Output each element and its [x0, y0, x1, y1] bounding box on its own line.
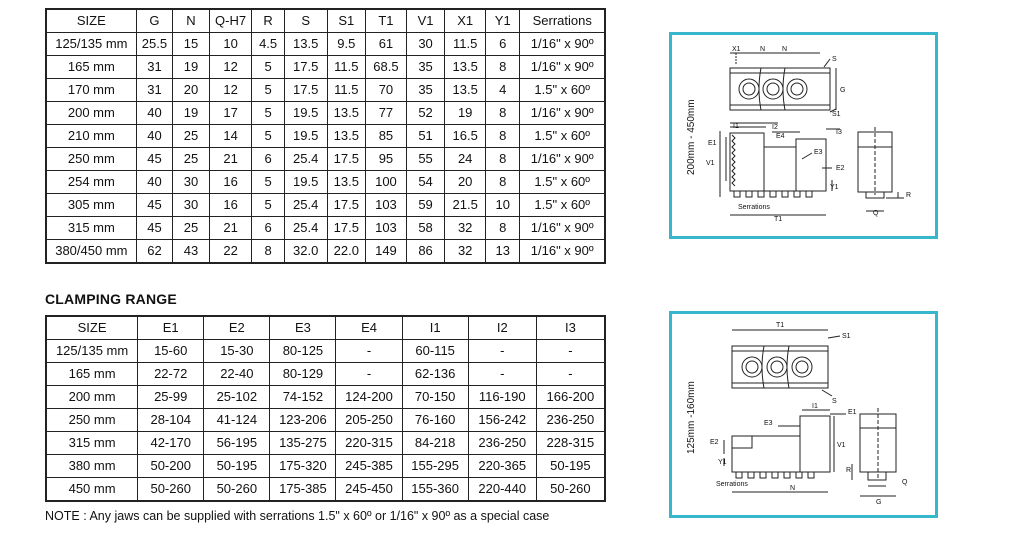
table-cell: -: [336, 340, 402, 363]
table-cell: 103: [366, 217, 407, 240]
table-cell: 450 mm: [46, 478, 138, 502]
table-cell: 5: [252, 125, 284, 148]
table-row: [46, 386, 605, 409]
table-cell: 17.5: [284, 79, 327, 102]
table-cell: 220-440: [468, 478, 536, 502]
dimension-label-n1: N: [760, 46, 766, 53]
table-cell: 45: [136, 217, 173, 240]
table-cell: 56-195: [204, 432, 270, 455]
table-cell: 31: [136, 56, 173, 79]
table-row: [46, 171, 605, 194]
table-cell: 156-242: [468, 409, 536, 432]
table-row: [46, 217, 605, 240]
table-cell: 22-72: [138, 363, 204, 386]
table-cell: 1.5" x 60º: [520, 79, 605, 102]
table-cell: 25-99: [138, 386, 204, 409]
table-cell: 25: [173, 125, 210, 148]
table-cell: 42-170: [138, 432, 204, 455]
table-cell: -: [536, 363, 605, 386]
table-cell: 13.5: [445, 56, 486, 79]
column-header: I3: [536, 316, 605, 340]
table-cell: 50-260: [536, 478, 605, 502]
table-row: [46, 340, 605, 363]
table-cell: 1/16" x 90º: [520, 33, 605, 56]
table-cell: 13: [486, 240, 520, 264]
table-cell: 8: [252, 240, 284, 264]
table-cell: 40: [136, 171, 173, 194]
table-cell: 17.5: [284, 56, 327, 79]
table-cell: 210 mm: [46, 125, 136, 148]
table-cell: 155-295: [402, 455, 468, 478]
table-cell: 19: [173, 102, 210, 125]
table-cell: -: [468, 340, 536, 363]
column-header: T1: [366, 9, 407, 33]
table-cell: 10: [486, 194, 520, 217]
column-header: N: [173, 9, 210, 33]
dimension-label-t1: T1: [774, 216, 783, 223]
table-cell: 95: [366, 148, 407, 171]
table-row: [46, 455, 605, 478]
dimensions-header-row: [46, 9, 605, 33]
table-cell: 155-360: [402, 478, 468, 502]
table-cell: 58: [406, 217, 445, 240]
table-cell: 13.5: [327, 125, 366, 148]
table-cell: 21: [209, 148, 252, 171]
dimension-label-e1: E1: [848, 409, 857, 416]
table-cell: 61: [366, 33, 407, 56]
dimension-label-serrations: Serrations: [738, 204, 770, 211]
table-cell: 51: [406, 125, 445, 148]
table-cell: 80-125: [270, 340, 336, 363]
table-cell: 4: [486, 79, 520, 102]
table-cell: 305 mm: [46, 194, 136, 217]
table-cell: 1/16" x 90º: [520, 148, 605, 171]
table-cell: 250 mm: [46, 409, 138, 432]
dimension-label-q: Q: [873, 210, 879, 217]
note-text: NOTE : Any jaws can be supplied with serrations 1.5" x 60º or 1/16" x 90º as a special case: [45, 509, 550, 523]
dimension-label-i1: I1: [733, 123, 739, 130]
table-cell: 30: [173, 194, 210, 217]
table-cell: 12: [209, 79, 252, 102]
table-cell: 68.5: [366, 56, 407, 79]
table-cell: 62: [136, 240, 173, 264]
table-cell: 1/16" x 90º: [520, 240, 605, 264]
table-cell: 17: [209, 102, 252, 125]
table-row: [46, 33, 605, 56]
table-cell: 13.5: [284, 33, 327, 56]
table-cell: 16: [209, 171, 252, 194]
table-cell: 11.5: [445, 33, 486, 56]
column-header: S1: [327, 9, 366, 33]
jaw-diagram-large: [669, 32, 938, 239]
table-cell: 43: [173, 240, 210, 264]
dimension-label-e1: E1: [708, 140, 717, 147]
dimension-label-e4: E4: [776, 133, 785, 140]
dimension-label-serrations: Serrations: [716, 481, 748, 488]
table-cell: 103: [366, 194, 407, 217]
table-cell: 236-250: [536, 409, 605, 432]
dimension-label-v1: V1: [837, 442, 846, 449]
column-header: Serrations: [520, 9, 605, 33]
table-cell: 22: [209, 240, 252, 264]
table-cell: 135-275: [270, 432, 336, 455]
table-cell: 13.5: [445, 79, 486, 102]
table-cell: 30: [173, 171, 210, 194]
table-cell: 19.5: [284, 102, 327, 125]
table-cell: 28-104: [138, 409, 204, 432]
table-cell: 16: [209, 194, 252, 217]
table-cell: 21: [209, 217, 252, 240]
table-cell: 17.5: [327, 148, 366, 171]
table-cell: 5: [252, 79, 284, 102]
table-cell: 50-260: [138, 478, 204, 502]
table-cell: 54: [406, 171, 445, 194]
table-cell: 5: [252, 194, 284, 217]
table-cell: 77: [366, 102, 407, 125]
table-cell: -: [468, 363, 536, 386]
table-cell: 254 mm: [46, 171, 136, 194]
table-cell: 8: [486, 102, 520, 125]
table-cell: 228-315: [536, 432, 605, 455]
dimension-label-n2: N: [782, 46, 788, 53]
column-header: X1: [445, 9, 486, 33]
table-cell: 32.0: [284, 240, 327, 264]
column-header: E1: [138, 316, 204, 340]
table-cell: 74-152: [270, 386, 336, 409]
table-cell: 13.5: [327, 102, 366, 125]
table-cell: 25: [173, 217, 210, 240]
table-row: [46, 240, 605, 264]
table-cell: 40: [136, 102, 173, 125]
table-row: [46, 432, 605, 455]
column-header: S: [284, 9, 327, 33]
size-range-label: 200mm - 450mm: [686, 99, 697, 175]
table-cell: 25-102: [204, 386, 270, 409]
size-range-label: 125mm -160mm: [686, 381, 697, 454]
jaw-drawing-large: [672, 35, 935, 236]
table-cell: 25.5: [136, 33, 173, 56]
table-row: [46, 79, 605, 102]
table-cell: 52: [406, 102, 445, 125]
table-cell: 14: [209, 125, 252, 148]
table-cell: 166-200: [536, 386, 605, 409]
table-cell: 380 mm: [46, 455, 138, 478]
table-cell: 50-200: [138, 455, 204, 478]
dimension-label-i3: I3: [836, 129, 842, 136]
table-row: [46, 478, 605, 502]
table-cell: 165 mm: [46, 363, 138, 386]
table-cell: 1/16" x 90º: [520, 56, 605, 79]
table-cell: 19.5: [284, 171, 327, 194]
dimension-label-t1: T1: [776, 322, 785, 329]
table-cell: 175-320: [270, 455, 336, 478]
table-cell: 175-385: [270, 478, 336, 502]
table-cell: 100: [366, 171, 407, 194]
table-cell: 8: [486, 171, 520, 194]
table-cell: 20: [173, 79, 210, 102]
table-cell: 1.5" x 60º: [520, 171, 605, 194]
table-cell: 41-124: [204, 409, 270, 432]
table-cell: 50-260: [204, 478, 270, 502]
dimension-label-e3: E3: [764, 420, 773, 427]
table-cell: 22.0: [327, 240, 366, 264]
table-cell: 70-150: [402, 386, 468, 409]
dimension-label-g: G: [876, 499, 882, 506]
table-cell: 86: [406, 240, 445, 264]
table-cell: 5: [252, 171, 284, 194]
column-header: E3: [270, 316, 336, 340]
column-header: R: [252, 9, 284, 33]
table-cell: 245-385: [336, 455, 402, 478]
dimension-label-v1: V1: [706, 160, 715, 167]
table-cell: 1.5" x 60º: [520, 194, 605, 217]
dimension-label-r: R: [846, 467, 852, 474]
table-cell: 200 mm: [46, 386, 138, 409]
jaw-diagram-small: [669, 311, 938, 518]
table-cell: 24: [445, 148, 486, 171]
table-cell: -: [536, 340, 605, 363]
column-header: E4: [336, 316, 402, 340]
table-cell: 149: [366, 240, 407, 264]
column-header: Y1: [486, 9, 520, 33]
table-cell: 22-40: [204, 363, 270, 386]
table-cell: 84-218: [402, 432, 468, 455]
table-cell: 60-115: [402, 340, 468, 363]
column-header: SIZE: [46, 9, 136, 33]
table-cell: 76-160: [402, 409, 468, 432]
table-cell: 10: [209, 33, 252, 56]
table-cell: 15: [173, 33, 210, 56]
table-cell: 35: [406, 56, 445, 79]
table-cell: 116-190: [468, 386, 536, 409]
column-header: I2: [468, 316, 536, 340]
table-cell: 15-30: [204, 340, 270, 363]
table-row: [46, 56, 605, 79]
table-cell: 123-206: [270, 409, 336, 432]
dimension-label-i1: I1: [812, 403, 818, 410]
dimension-label-y1: Y1: [718, 459, 727, 466]
table-cell: 315 mm: [46, 217, 136, 240]
table-cell: 5: [252, 102, 284, 125]
table-cell: 19.5: [284, 125, 327, 148]
dimension-label-g: G: [840, 87, 846, 94]
table-cell: 19: [173, 56, 210, 79]
table-cell: 15-60: [138, 340, 204, 363]
table-cell: 17.5: [327, 217, 366, 240]
table-cell: 220-315: [336, 432, 402, 455]
column-header: SIZE: [46, 316, 138, 340]
table-cell: 20: [445, 171, 486, 194]
table-cell: 50-195: [204, 455, 270, 478]
table-row: [46, 148, 605, 171]
table-cell: 245-450: [336, 478, 402, 502]
dimension-label-i2: I2: [772, 124, 778, 131]
column-header: Q-H7: [209, 9, 252, 33]
table-cell: 13.5: [327, 171, 366, 194]
dimension-label-n: N: [790, 485, 796, 492]
table-row: [46, 125, 605, 148]
table-cell: 6: [252, 148, 284, 171]
dimensions-table: [45, 8, 606, 264]
table-cell: 40: [136, 125, 173, 148]
clamping-range-table: [45, 315, 606, 502]
table-cell: 45: [136, 148, 173, 171]
table-cell: 4.5: [252, 33, 284, 56]
table-cell: 6: [252, 217, 284, 240]
table-cell: 250 mm: [46, 148, 136, 171]
dimension-label-s1: S1: [832, 111, 841, 118]
table-cell: 25: [173, 148, 210, 171]
table-row: [46, 194, 605, 217]
dimension-label-r: R: [906, 192, 912, 199]
table-cell: 220-365: [468, 455, 536, 478]
table-cell: 9.5: [327, 33, 366, 56]
table-cell: 125/135 mm: [46, 33, 136, 56]
table-cell: 80-129: [270, 363, 336, 386]
table-cell: 25.4: [284, 148, 327, 171]
table-cell: 8: [486, 148, 520, 171]
table-row: [46, 102, 605, 125]
top-view-outline: [730, 68, 830, 110]
column-header: V1: [406, 9, 445, 33]
table-cell: 16.5: [445, 125, 486, 148]
table-cell: 21.5: [445, 194, 486, 217]
table-cell: 5: [252, 56, 284, 79]
table-cell: 55: [406, 148, 445, 171]
table-cell: 11.5: [327, 56, 366, 79]
table-cell: 205-250: [336, 409, 402, 432]
jaw-drawing-small: [672, 314, 935, 515]
dimension-label-y1: Y1: [830, 184, 839, 191]
table-cell: 170 mm: [46, 79, 136, 102]
table-cell: 125/135 mm: [46, 340, 138, 363]
table-cell: 124-200: [336, 386, 402, 409]
column-header: G: [136, 9, 173, 33]
table-row: [46, 409, 605, 432]
table-cell: 85: [366, 125, 407, 148]
table-cell: 50-195: [536, 455, 605, 478]
dimension-label-e3: E3: [814, 149, 823, 156]
table-cell: 19: [445, 102, 486, 125]
table-cell: 200 mm: [46, 102, 136, 125]
table-cell: 380/450 mm: [46, 240, 136, 264]
table-cell: 6: [486, 33, 520, 56]
dimension-label-s: S: [832, 56, 837, 63]
table-cell: 62-136: [402, 363, 468, 386]
table-cell: 30: [406, 33, 445, 56]
table-cell: -: [336, 363, 402, 386]
table-cell: 70: [366, 79, 407, 102]
table-cell: 32: [445, 240, 486, 264]
column-header: I1: [402, 316, 468, 340]
table-cell: 8: [486, 217, 520, 240]
clamping-range-heading: CLAMPING RANGE: [45, 291, 177, 307]
table-cell: 12: [209, 56, 252, 79]
dimension-label-s: S: [832, 398, 837, 405]
table-cell: 32: [445, 217, 486, 240]
table-cell: 8: [486, 56, 520, 79]
table-cell: 25.4: [284, 217, 327, 240]
table-cell: 1.5" x 60º: [520, 125, 605, 148]
dimension-label-e2: E2: [836, 165, 845, 172]
table-cell: 31: [136, 79, 173, 102]
dimension-label-s1: S1: [842, 333, 851, 340]
clamping-header-row: [46, 316, 605, 340]
table-cell: 59: [406, 194, 445, 217]
table-cell: 236-250: [468, 432, 536, 455]
column-header: E2: [204, 316, 270, 340]
table-cell: 11.5: [327, 79, 366, 102]
table-cell: 17.5: [327, 194, 366, 217]
dimension-label-x1: X1: [732, 46, 741, 53]
table-cell: 35: [406, 79, 445, 102]
table-cell: 45: [136, 194, 173, 217]
table-row: [46, 363, 605, 386]
table-cell: 8: [486, 125, 520, 148]
table-cell: 1/16" x 90º: [520, 102, 605, 125]
table-cell: 165 mm: [46, 56, 136, 79]
dimension-label-q: Q: [902, 479, 908, 486]
dimension-label-e2: E2: [710, 439, 719, 446]
table-cell: 25.4: [284, 194, 327, 217]
table-cell: 1/16" x 90º: [520, 217, 605, 240]
table-cell: 315 mm: [46, 432, 138, 455]
